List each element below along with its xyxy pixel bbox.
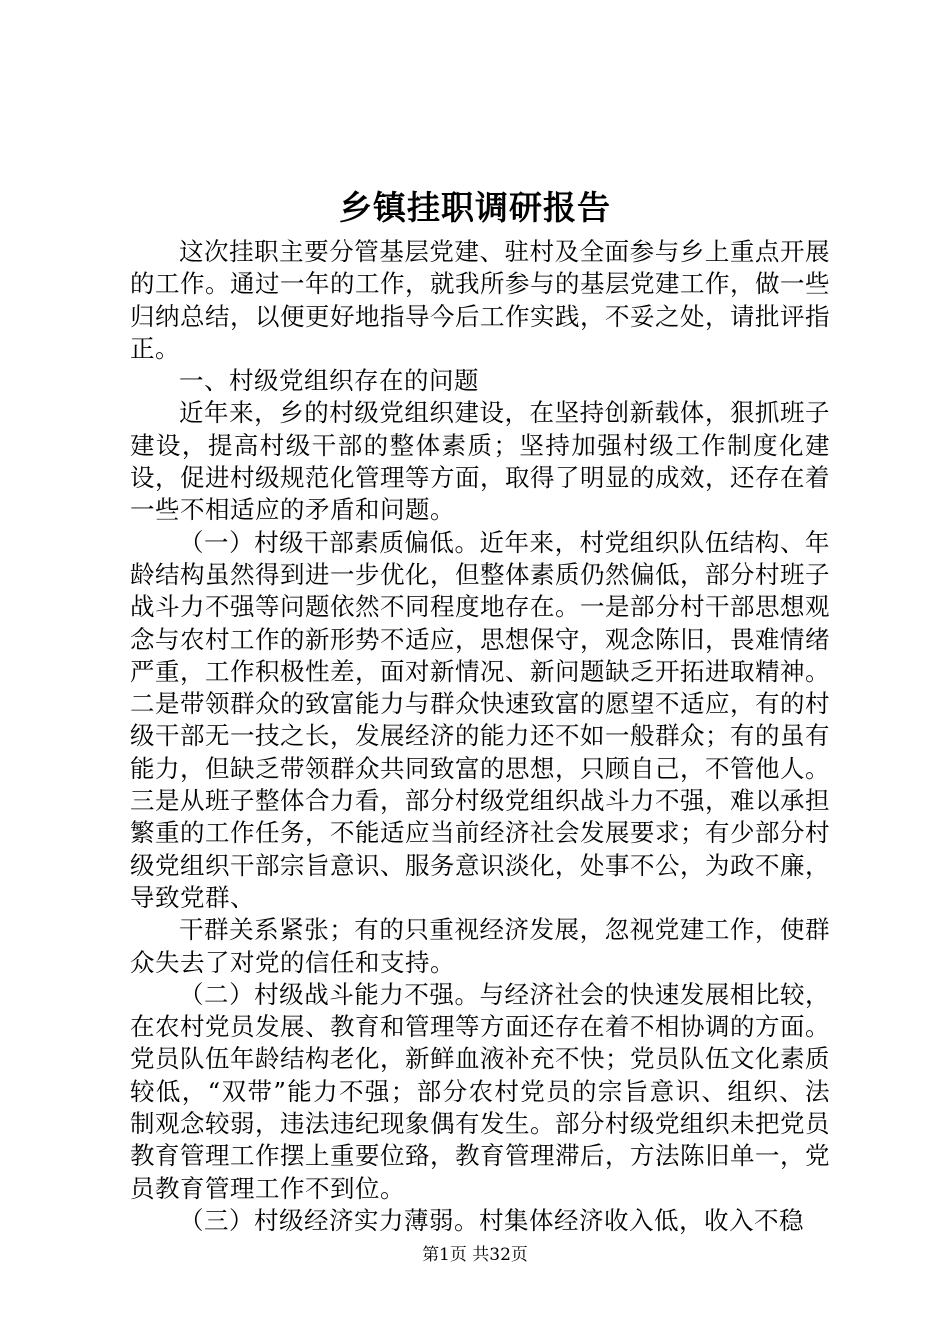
- document-body: [130, 236, 830, 1237]
- paragraph-intro: 这次挂职主要分管基层党建、驻村及全面参与乡上重点开展的工作。通过一年的工作，就我所参与的基层党建工作，做一些归纳总结，以便更好地指导今后工作实践，不妥之处，请批评指正。: [130, 237, 830, 363]
- paragraph-cadre-quality-cont: 干群关系紧张；有的只重视经济发展，忽视党建工作，使群众失去了对党的信任和支持。: [130, 915, 830, 977]
- page-footer: 第1页 共32页: [422, 1245, 528, 1265]
- section-heading-1: 一、村级党组织存在的问题: [179, 366, 479, 396]
- paragraph-cadre-quality: （一）村级干部素质偏低。近年来，村党组织队伍结构、年龄结构虽然得到进一步优化，但整体素质仍然偏低，部分村班子战斗力不强等问题依然不同程度地存在。一是部分村干部思想观念与农村工作的新形势不适应，思想保守，观念陈旧，畏难情绪严重，工作积极性差，面对新情况、新问题缺乏开拓进取精神。二是带领群众的致富能力与群众快速致富的愿望不适应，有的村级干部无一技之长，发展经济的能力还不如一般群众；有的虽有能力，但缺乏带领群众共同致富的思想，只顾自己，不管他人。三是从班子整体合力看，部分村级党组织战斗力不强，难以承担繁重的工作任务，不能适应当前经济社会发展要求；有少部分村级党组织干部宗旨意识、服务意识淡化，处事不公，为政不廉，导致党群、: [130, 527, 830, 912]
- paragraph-economic-strength: （三）村级经济实力薄弱。村集体经济收入低，收入不稳: [179, 1205, 804, 1235]
- paragraph-combat-ability: （二）村级战斗能力不强。与经济社会的快速发展相比较，在农村党员发展、教育和管理等方面还存在着不相协调的方面。党员队伍年龄结构老化，新鲜血液补充不快；党员队伍文化素质较低，“双带”能力不强；部分农村党员的宗旨意识、组织、法制观念较弱，违法违纪现象偶有发生。部分村级党组织未把党员教育管理工作摆上重要位臵，教育管理滞后，方法陈旧单一，党员教育管理工作不到位。: [130, 979, 830, 1203]
- paragraph-overview: 近年来，乡的村级党组织建设，在坚持创新载体，狠抓班子建设，提高村级干部的整体素质；坚持加强村级工作制度化建设，促进村级规范化管理等方面，取得了明显的成效，还存在着一些不相适应的矛盾和问题。: [130, 398, 830, 525]
- document-title: 乡镇挂职调研报告: [339, 188, 611, 227]
